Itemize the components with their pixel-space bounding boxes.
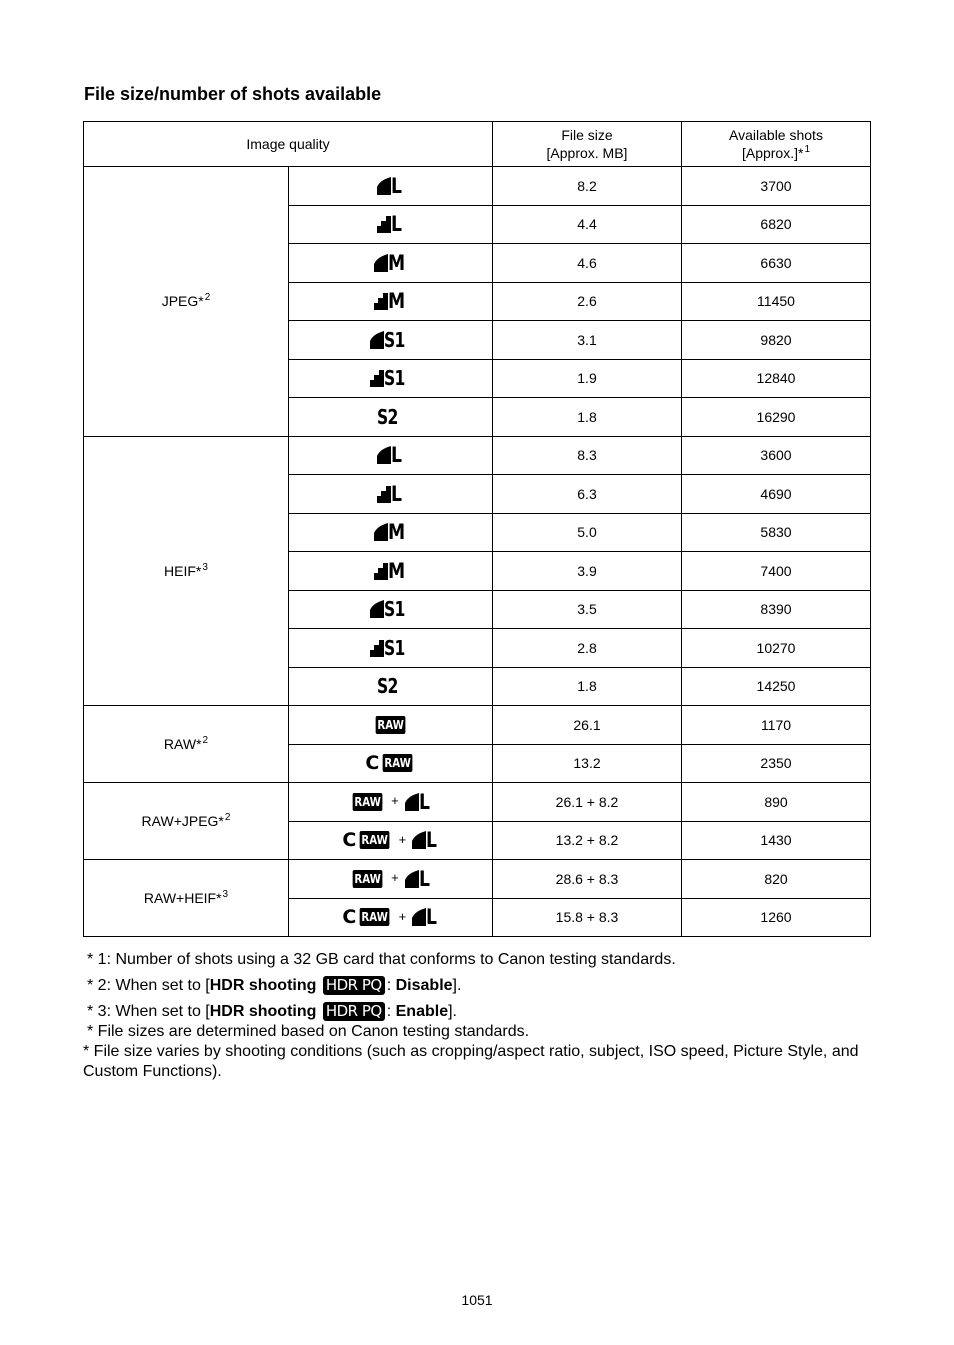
file-size-cell: 3.9 xyxy=(493,552,682,591)
group-label-text: RAW+JPEG* xyxy=(141,813,224,829)
quality-icon-part xyxy=(377,213,403,235)
quality-icon-part xyxy=(374,290,408,312)
quality-icon-part xyxy=(377,483,403,505)
fine-large-icon xyxy=(289,436,493,475)
footnote-2-end: ]. xyxy=(452,977,462,994)
quality-icon-part: RAW xyxy=(354,794,381,809)
quality-icon-part xyxy=(342,830,392,850)
footnote-4: * File sizes are determined based on Canon testing standards. xyxy=(87,1023,530,1040)
file-size-cell: 28.6 + 8.3 xyxy=(493,860,682,899)
quality-icon-part xyxy=(374,523,388,541)
file-size-cell: 2.6 xyxy=(493,282,682,321)
normal-medium-icon xyxy=(289,282,493,321)
footnote-2-colon: : xyxy=(386,977,392,994)
available-shots-cell: 1260 xyxy=(682,898,871,937)
fine-small1-icon xyxy=(289,590,493,629)
quality-icon-part: RAW xyxy=(354,871,381,886)
quality-icon-part: L xyxy=(391,212,402,237)
file-size-cell: 1.8 xyxy=(493,398,682,437)
quality-icon-part xyxy=(374,560,408,582)
footnote-2-setting: HDR shooting xyxy=(209,977,317,994)
footnote-5: * File size varies by shooting conditions (such as cropping/aspect ratio, subject, ISO speed, Picture Style, and Custom Functions). xyxy=(83,1043,859,1080)
quality-icon-part: S2 xyxy=(377,404,398,429)
footnote-3-value: Enable xyxy=(395,1003,449,1020)
available-shots-cell: 6820 xyxy=(682,205,871,244)
quality-icon-part xyxy=(412,829,438,851)
group-label xyxy=(84,783,289,860)
table-row xyxy=(84,783,871,822)
quality-icon-part: RAW xyxy=(361,910,389,925)
quality-icon-part: M xyxy=(387,520,404,545)
hdr-pq-icon: HDR PQ xyxy=(323,1002,385,1021)
quality-icon-part: L xyxy=(426,828,437,853)
quality-icon-part xyxy=(377,406,403,428)
quality-icon-part xyxy=(370,598,410,620)
available-shots-cell: 2350 xyxy=(682,744,871,783)
quality-icon-part: RAW xyxy=(384,756,412,771)
available-shots-cell: 14250 xyxy=(682,667,871,706)
quality-icon-part xyxy=(365,753,415,773)
file-size-cell: 3.1 xyxy=(493,321,682,360)
group-label-text: HEIF* xyxy=(164,562,202,579)
quality-icon-part: L xyxy=(391,443,402,468)
quality-icon-part: + xyxy=(391,793,399,809)
fine-medium-icon xyxy=(289,244,493,283)
available-shots-cell: 9820 xyxy=(682,321,871,360)
quality-icon-part xyxy=(374,252,408,274)
group-footnote: 3 xyxy=(202,561,208,573)
quality-icon-part: RAW xyxy=(377,718,404,733)
quality-icon-part xyxy=(412,831,426,849)
group-label xyxy=(84,167,289,437)
normal-large-icon xyxy=(289,205,493,244)
file-size-table xyxy=(83,121,871,937)
quality-icon-part: M xyxy=(387,558,404,583)
header-shots-line2: [Approx.]* xyxy=(741,145,804,161)
quality-icon-part: L xyxy=(391,173,402,198)
quality-icon-part xyxy=(377,446,391,464)
table-header-row xyxy=(84,122,871,167)
file-size-cell: 4.4 xyxy=(493,205,682,244)
quality-icon-part xyxy=(377,215,391,233)
fine-medium-icon xyxy=(289,513,493,552)
quality-icon-part: S2 xyxy=(377,674,398,699)
available-shots-cell: 1430 xyxy=(682,821,871,860)
raw-icon xyxy=(289,706,493,745)
available-shots-cell: 6630 xyxy=(682,244,871,283)
page-number: 1051 xyxy=(461,1292,493,1308)
file-size-cell: 4.6 xyxy=(493,244,682,283)
available-shots-cell: 820 xyxy=(682,860,871,899)
header-file-size-line1: File size xyxy=(561,127,613,143)
available-shots-cell: 3700 xyxy=(682,167,871,206)
available-shots-cell: 16290 xyxy=(682,398,871,437)
quality-icon-part xyxy=(370,367,410,389)
footnote-2-prefix: * 2: When set to [ xyxy=(87,977,210,994)
group-footnote: 2 xyxy=(224,812,231,823)
hdr-pq-icon: HDR PQ xyxy=(323,976,385,995)
quality-icon-part xyxy=(412,908,426,926)
quality-icon-part xyxy=(370,369,384,387)
quality-icon-part xyxy=(377,485,391,503)
small2-icon xyxy=(289,398,493,437)
available-shots-cell: 4690 xyxy=(682,475,871,514)
footnote-1: * 1: Number of shots using a 32 GB card that conforms to Canon testing standards. xyxy=(87,951,676,968)
file-size-cell: 26.1 xyxy=(493,706,682,745)
header-image-quality: Image quality xyxy=(84,122,493,167)
available-shots-cell: 10270 xyxy=(682,629,871,668)
fine-large-icon xyxy=(289,167,493,206)
file-size-cell: 1.9 xyxy=(493,359,682,398)
available-shots-cell: 7400 xyxy=(682,552,871,591)
quality-icon-part: + xyxy=(398,831,407,847)
craw-plus-fine-large-icon xyxy=(289,821,493,860)
quality-icon-part: C xyxy=(365,752,380,775)
quality-icon-part xyxy=(350,870,385,888)
header-file-size xyxy=(493,122,682,167)
footnote-3-end: ]. xyxy=(448,1003,457,1020)
available-shots-cell: 5830 xyxy=(682,513,871,552)
quality-icon-part: S1 xyxy=(384,597,405,622)
quality-icon-part: C xyxy=(342,906,357,929)
table-row xyxy=(84,436,871,475)
available-shots-cell: 890 xyxy=(682,783,871,822)
group-label xyxy=(84,860,289,937)
quality-icon-part xyxy=(374,562,388,580)
group-label xyxy=(84,706,289,783)
quality-icon-part: L xyxy=(418,789,429,814)
quality-icon-part xyxy=(377,444,403,466)
table-row xyxy=(84,706,871,745)
quality-icon-part xyxy=(377,177,391,195)
quality-icon-part xyxy=(374,254,388,272)
quality-icon-part: + xyxy=(391,870,399,886)
quality-icon-part xyxy=(373,716,408,734)
section-title: File size/number of shots available xyxy=(84,84,382,104)
quality-icon-part xyxy=(370,329,410,351)
file-size-cell: 26.1 + 8.2 xyxy=(493,783,682,822)
quality-icon-part xyxy=(377,675,403,697)
footnotes xyxy=(83,950,873,1082)
file-size-cell: 15.8 + 8.3 xyxy=(493,898,682,937)
quality-icon-part xyxy=(370,600,384,618)
available-shots-cell: 12840 xyxy=(682,359,871,398)
file-size-cell: 6.3 xyxy=(493,475,682,514)
file-size-cell: 13.2 + 8.2 xyxy=(493,821,682,860)
available-shots-cell: 3600 xyxy=(682,436,871,475)
quality-icon-part: C xyxy=(342,829,357,852)
header-file-size-line2: [Approx. MB] xyxy=(546,145,628,161)
quality-icon-part xyxy=(377,175,403,197)
group-footnote: 2 xyxy=(202,735,209,746)
quality-icon-part xyxy=(350,793,385,811)
group-footnote: 3 xyxy=(222,889,229,900)
quality-icon-part: RAW xyxy=(361,833,389,848)
footnote-2 xyxy=(83,976,873,996)
quality-icon-part: L xyxy=(418,866,429,891)
quality-icon-part xyxy=(374,292,388,310)
craw-icon xyxy=(289,744,493,783)
quality-icon-part xyxy=(370,331,384,349)
file-size-cell: 8.3 xyxy=(493,436,682,475)
quality-icon-part xyxy=(342,907,392,927)
raw-plus-fine-large-icon xyxy=(289,860,493,899)
quality-icon-part: S1 xyxy=(384,327,405,352)
normal-large-icon xyxy=(289,475,493,514)
header-shots-line1: Available shots xyxy=(729,127,823,143)
group-label xyxy=(84,436,289,706)
quality-icon-part xyxy=(370,637,410,659)
normal-small1-icon xyxy=(289,359,493,398)
file-size-cell: 3.5 xyxy=(493,590,682,629)
quality-icon-part xyxy=(405,870,419,888)
group-label-text: RAW+HEIF* xyxy=(143,890,222,906)
fine-small1-icon xyxy=(289,321,493,360)
available-shots-cell: 11450 xyxy=(682,282,871,321)
craw-plus-fine-large-icon xyxy=(289,898,493,937)
header-shots-footnote: 1 xyxy=(804,144,811,155)
footnote-3-colon: : xyxy=(386,1003,392,1020)
quality-icon-part xyxy=(405,793,419,811)
quality-icon-part xyxy=(370,639,384,657)
file-size-cell: 8.2 xyxy=(493,167,682,206)
footnote-3 xyxy=(83,1002,873,1022)
quality-icon-part: M xyxy=(387,250,404,275)
footnote-3-prefix: * 3: When set to [ xyxy=(87,1003,210,1020)
quality-icon-part: L xyxy=(391,481,402,506)
quality-icon-part xyxy=(405,791,431,813)
small2-icon xyxy=(289,667,493,706)
quality-icon-part xyxy=(412,906,438,928)
group-label-text: RAW* xyxy=(163,736,202,752)
file-size-cell: 5.0 xyxy=(493,513,682,552)
footnote-3-setting: HDR shooting xyxy=(209,1003,317,1020)
footnote-2-value: Disable xyxy=(395,977,453,994)
available-shots-cell: 8390 xyxy=(682,590,871,629)
normal-small1-icon xyxy=(289,629,493,668)
header-available-shots xyxy=(682,122,871,167)
quality-icon-part: S1 xyxy=(384,366,405,391)
raw-plus-fine-large-icon xyxy=(289,783,493,822)
table-row xyxy=(84,167,871,206)
quality-icon-part: L xyxy=(426,905,437,930)
quality-icon-part: S1 xyxy=(384,635,405,660)
quality-icon-part xyxy=(374,521,408,543)
quality-icon-part: + xyxy=(398,908,407,924)
quality-icon-part: M xyxy=(387,289,404,314)
file-size-cell: 1.8 xyxy=(493,667,682,706)
group-label-text: JPEG* xyxy=(161,293,204,310)
file-size-cell: 2.8 xyxy=(493,629,682,668)
table-row xyxy=(84,860,871,899)
normal-medium-icon xyxy=(289,552,493,591)
file-size-cell: 13.2 xyxy=(493,744,682,783)
group-footnote: 2 xyxy=(204,292,211,304)
quality-icon-part xyxy=(405,868,431,890)
available-shots-cell: 1170 xyxy=(682,706,871,745)
